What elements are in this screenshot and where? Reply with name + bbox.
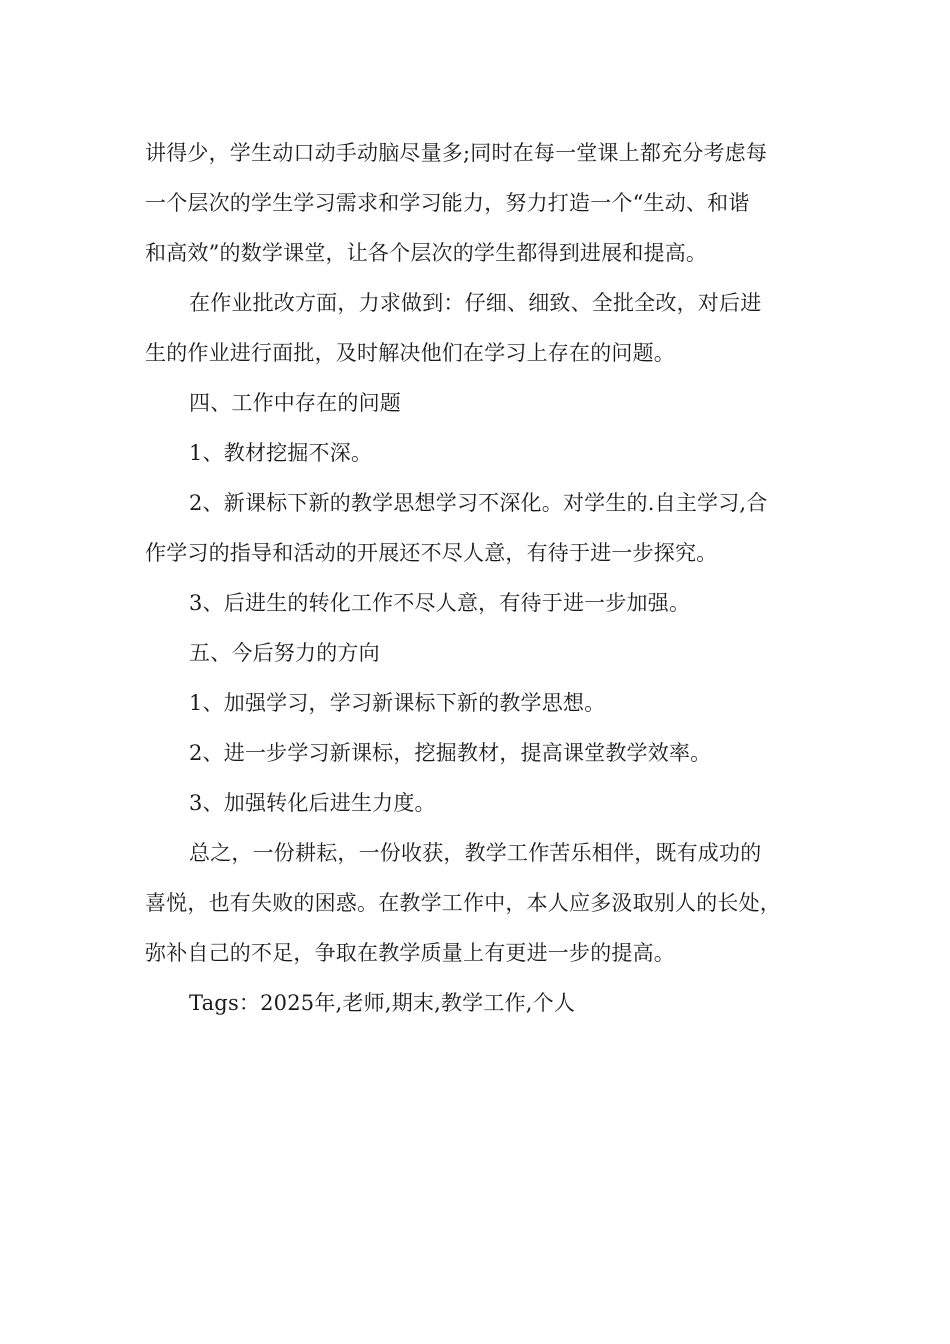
- text-line: 喜悦，也有失败的困惑。在教学工作中，本人应多汲取别人的长处，: [145, 891, 781, 915]
- text-line: 1、教材挖掘不深。: [189, 441, 373, 465]
- text-line: 讲得少，学生动口动手动脑尽量多;同时在每一堂课上都充分考虑每: [145, 141, 768, 165]
- tags-line: [145, 978, 810, 1028]
- text-line: 2、新课标下新的教学思想学习不深化。对学生的.自主学习,合: [189, 491, 768, 515]
- document-page: [145, 128, 810, 1028]
- problem-item-3: [145, 578, 810, 628]
- text-line: 生的作业进行面批，及时解决他们在学习上存在的问题。: [145, 341, 675, 365]
- direction-item-3: [145, 778, 810, 828]
- paragraph-conclusion: [145, 828, 810, 978]
- paragraph-homework-grading: [145, 278, 810, 378]
- text-line: 3、后进生的转化工作不尽人意，有待于进一步加强。: [189, 591, 691, 615]
- text-line: 四、工作中存在的问题: [189, 391, 401, 415]
- text-line: 和高效”的数学课堂，让各个层次的学生都得到进展和提高。: [145, 241, 708, 265]
- text-line: 作学习的指导和活动的开展还不尽人意，有待于进一步探究。: [145, 541, 718, 565]
- direction-item-2: [145, 728, 810, 778]
- problem-item-2: [145, 478, 810, 578]
- text-line: 总之，一份耕耘，一份收获，教学工作苦乐相伴，既有成功的: [189, 841, 762, 865]
- direction-item-1: [145, 678, 810, 728]
- paragraph-classroom-continuation: [145, 128, 810, 278]
- text-line: 弥补自己的不足，争取在教学质量上有更进一步的提高。: [145, 941, 675, 965]
- text-line: 五、今后努力的方向: [189, 641, 380, 665]
- text-line: 一个层次的学生学习需求和学习能力，努力打造一个“生动、和谐: [145, 191, 750, 215]
- problem-item-1: [145, 428, 810, 478]
- text-line: 3、加强转化后进生力度。: [189, 791, 436, 815]
- text-line: 1、加强学习，学习新课标下新的教学思想。: [189, 691, 606, 715]
- text-line: 2、进一步学习新课标，挖掘教材，提高课堂教学效率。: [189, 741, 712, 765]
- heading-section-four: [145, 378, 810, 428]
- heading-section-five: [145, 628, 810, 678]
- text-line: Tags：2025年,老师,期末,教学工作,个人: [189, 991, 576, 1015]
- text-line: 在作业批改方面，力求做到：仔细、细致、全批全改，对后进: [189, 291, 762, 315]
